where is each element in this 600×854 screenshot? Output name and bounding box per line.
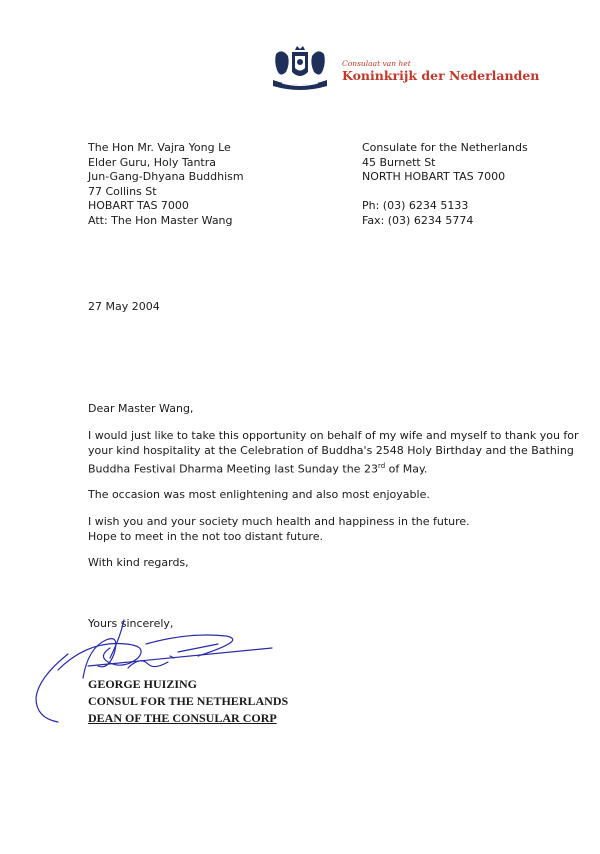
paragraph-thanks-end: of May. (385, 462, 428, 476)
sender-line: NORTH HOBART TAS 7000 (362, 170, 506, 184)
letter-date: 27 May 2004 (88, 300, 160, 313)
coat-of-arms-icon (268, 44, 332, 94)
paragraph-occasion: The occasion was most enlightening and also most enjoyable. (88, 488, 430, 502)
sender-line: Consulate for the Netherlands (362, 141, 528, 154)
recipient-line: HOBART TAS 7000 (88, 199, 189, 213)
letter-body (88, 401, 598, 581)
recipient-line: Elder Guru, Holy Tantra (88, 155, 217, 169)
sender-address (362, 141, 528, 229)
recipient-line: The Hon Mr. Vajra Yong Le (88, 141, 231, 154)
recipient-line: 77 Collins St (88, 184, 157, 198)
signatory-name: GEORGE HUIZING (88, 677, 198, 691)
salutation: Dear Master Wang, (88, 402, 194, 415)
ordinal-suffix: rd (377, 461, 386, 470)
signatory-title: CONSUL FOR THE NETHERLANDS (88, 694, 289, 708)
paragraph-thanks-text: I would just like to take this opportunity on behalf of my wife and myself to thank you for your kind hospitality at the Celebration of Buddha's 2548 Holy Birthday and the Bathing Buddha Festival Dharma Meeting last Sunday the 23 (88, 429, 579, 476)
paragraph-hope: Hope to meet in the not too distant future. (88, 529, 323, 543)
paragraph-wish: I wish you and your society much health and happiness in the future. (88, 514, 470, 528)
sender-phone: Ph: (03) 6234 5133 (362, 199, 469, 213)
letterhead-title: Koninkrijk der Nederlanden (342, 68, 540, 83)
recipient-address (88, 141, 244, 229)
sender-line: 45 Burnett St (362, 155, 436, 169)
letterhead-subtitle: Consulaat van het (342, 59, 411, 68)
closing: With kind regards, (88, 556, 189, 570)
signatory-role: DEAN OF THE CONSULAR CORP (88, 711, 277, 725)
recipient-line: Jun-Gang-Dhyana Buddhism (88, 170, 244, 184)
signature-block (88, 676, 288, 727)
signoff: Yours sincerely, (88, 617, 174, 630)
sender-fax: Fax: (03) 6234 5774 (362, 213, 474, 227)
paragraph-thanks (88, 428, 598, 476)
recipient-line: Att: The Hon Master Wang (88, 213, 233, 227)
